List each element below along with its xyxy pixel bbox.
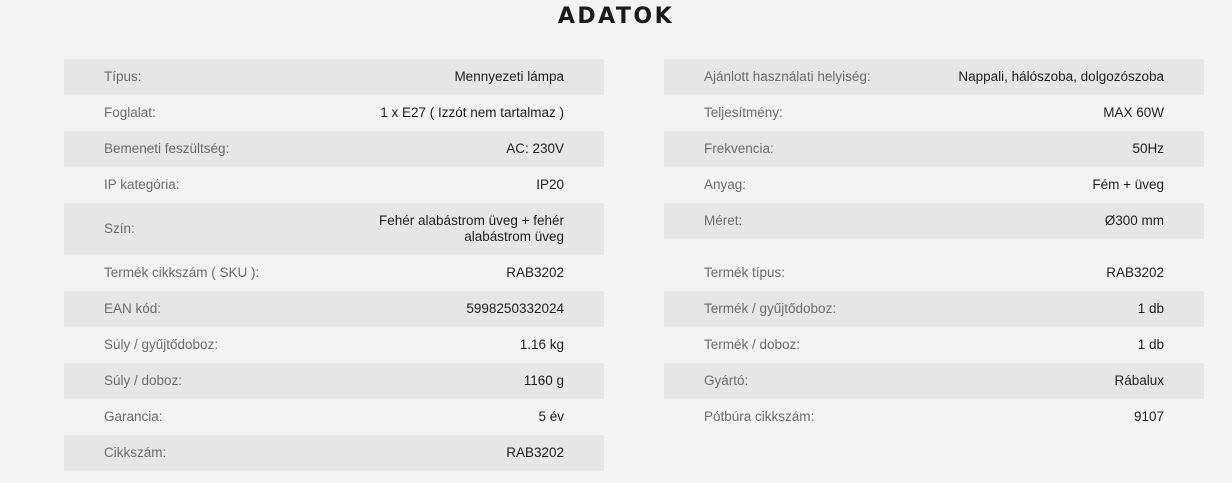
specs-table-left [64, 59, 604, 471]
spec-row [664, 399, 1204, 435]
spec-row [64, 59, 604, 95]
spec-row [64, 327, 604, 363]
spec-row [64, 203, 604, 255]
spec-value: 1.16 kg [519, 337, 564, 352]
spec-row [64, 95, 604, 131]
spec-value: 1 db [1137, 301, 1164, 316]
spec-row [64, 255, 604, 291]
spec-value: AC: 230V [506, 141, 564, 156]
spec-label: Frekvencia: [704, 141, 774, 156]
spec-value: RAB3202 [506, 265, 564, 280]
spec-value: IP20 [536, 177, 564, 192]
spec-label: EAN kód: [104, 301, 162, 316]
spec-value: Mennyezeti lámpa [454, 69, 564, 84]
spec-value: RAB3202 [1106, 265, 1164, 280]
spec-value: 1160 g [523, 373, 564, 388]
spec-value: RAB3202 [506, 445, 564, 460]
spec-label: Szín: [104, 221, 135, 236]
spec-value: 5 év [538, 409, 564, 424]
spec-value: 1 x E27 ( Izzót nem tartalmaz ) [380, 105, 564, 120]
spec-row [64, 435, 604, 471]
spec-label: Ajánlott használati helyiség: [704, 69, 871, 84]
spec-label: IP kategória: [104, 177, 180, 192]
spec-value: Fém + üveg [1092, 177, 1164, 192]
spec-row [664, 167, 1204, 203]
spec-value: Fehér alabástrom üveg + fehér alabástrom üveg [379, 213, 564, 244]
spec-value: 50Hz [1132, 141, 1164, 156]
spec-label: Típus: [104, 69, 142, 84]
spec-label: Garancia: [104, 409, 163, 424]
spec-row [664, 363, 1204, 399]
spec-value: Ø300 mm [1104, 213, 1164, 228]
spacer [664, 239, 1204, 255]
spec-label: Súly / doboz: [104, 373, 183, 388]
spec-label: Cikkszám: [104, 445, 167, 460]
spec-row [664, 203, 1204, 239]
spec-value: 9107 [1133, 409, 1164, 424]
spec-row [664, 95, 1204, 131]
spec-label: Teljesítmény: [704, 105, 783, 120]
spec-row [64, 131, 604, 167]
spec-label: Súly / gyűjtődoboz: [104, 337, 219, 352]
spec-value: MAX 60W [1103, 105, 1164, 120]
spec-value: Rábalux [1114, 373, 1164, 388]
spec-row [664, 255, 1204, 291]
spec-value: 1 db [1137, 337, 1164, 352]
spec-row [64, 363, 604, 399]
spec-label: Bemeneti feszültség: [104, 141, 230, 156]
spec-label: Méret: [704, 213, 743, 228]
spec-row [664, 291, 1204, 327]
spec-row [64, 167, 604, 203]
spec-value: 5998250332024 [466, 301, 564, 316]
spec-row [64, 399, 604, 435]
spec-row [664, 131, 1204, 167]
spec-value: Nappali, hálószoba, dolgozószoba [958, 69, 1164, 84]
spec-label: Gyártó: [704, 373, 749, 388]
spec-label: Termék típus: [704, 265, 786, 280]
specs-table-right [664, 59, 1204, 435]
spec-label: Termék / gyűjtődoboz: [704, 301, 837, 316]
spec-label: Termék / doboz: [704, 337, 801, 352]
spec-label: Anyag: [704, 177, 747, 192]
spec-label: Termék cikkszám ( SKU ): [104, 265, 260, 280]
page-title: ADATOK [557, 4, 675, 29]
spec-label: Foglalat: [104, 105, 156, 120]
spec-row [664, 327, 1204, 363]
spec-row [664, 59, 1204, 95]
spec-label: Pótbúra cikkszám: [704, 409, 815, 424]
spec-row [64, 291, 604, 327]
